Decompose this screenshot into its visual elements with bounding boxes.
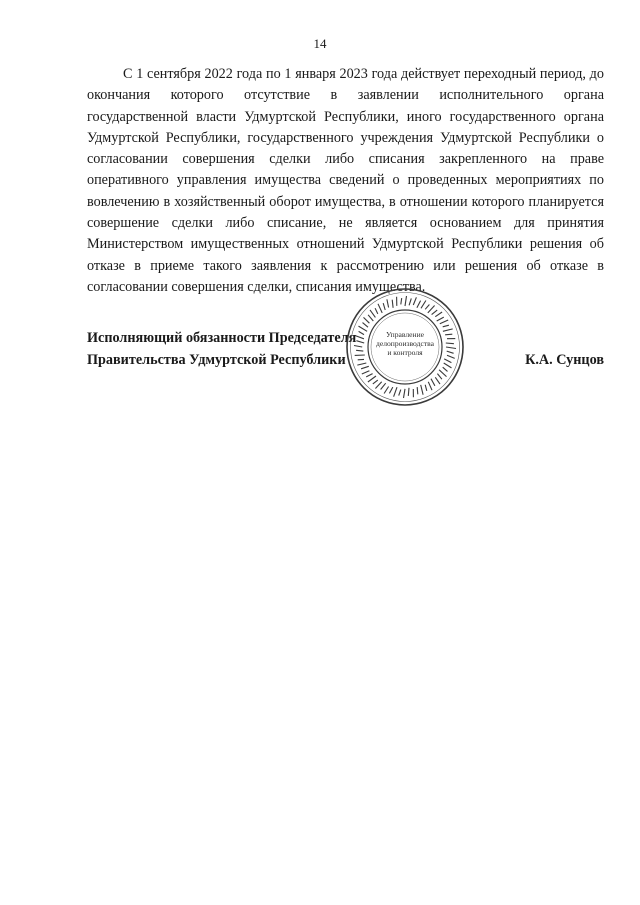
seal-ring-letter-mark: [437, 317, 444, 321]
seal-ring-letter-mark: [425, 385, 427, 391]
seal-ring-letter-mark: [389, 387, 392, 393]
seal-ring-letter-mark: [373, 380, 378, 384]
seal-ring-letter-mark: [428, 382, 432, 390]
seal-ring-letter-mark: [408, 388, 409, 396]
seal-ring-letter-mark: [368, 315, 373, 321]
seal-ring-letter-mark: [432, 310, 438, 315]
seal-ring-letter-mark: [375, 308, 378, 314]
seal-ring-letter-mark: [444, 359, 451, 363]
seal-ring-letter-mark: [409, 298, 411, 305]
signatory-name: К.А. Сунцов: [525, 351, 604, 368]
seal-center-line-2: делопроизводства: [375, 339, 435, 348]
seal-ring-letter-mark: [421, 385, 423, 395]
seal-ring-letter-mark: [354, 346, 362, 348]
seal-ring-letter-mark: [437, 374, 442, 380]
seal-ring-letter-mark: [387, 299, 389, 307]
seal-ring-letter-mark: [447, 351, 454, 353]
seal-ring-letter-mark: [383, 303, 385, 310]
seal-ring-letter-mark: [445, 334, 452, 335]
seal-ring-letter-mark: [439, 370, 446, 377]
seal-ring-letter-mark: [447, 355, 455, 358]
seal-ring-letter-mark: [431, 379, 435, 386]
seal-ring-letter-mark: [399, 390, 401, 396]
seal-ring-letter-mark: [356, 350, 363, 351]
seal-ring-letter-mark: [363, 323, 369, 328]
seal-ring-letter-mark: [446, 343, 454, 344]
seal-ring-letter-mark: [425, 305, 429, 310]
seal-ring-letter-mark: [421, 301, 426, 309]
seal-ring-letter-mark: [359, 326, 368, 331]
seal-ring-letter-mark: [364, 317, 370, 323]
seal-ring-letter-mark: [357, 363, 366, 365]
signatory-title-line-1: Исполняющий обязанности Председателя: [87, 330, 357, 346]
signatory-title-line-2: Правительства Удмуртской Республики: [87, 351, 346, 368]
seal-ring-letter-mark: [381, 383, 386, 389]
seal-ring-letter-mark: [446, 347, 456, 349]
seal-ring-letter-mark: [401, 298, 402, 304]
seal-ring-letter-mark: [413, 297, 416, 305]
seal-ring-letter-mark: [392, 300, 393, 308]
seal-ring-letter-mark: [440, 320, 448, 324]
seal-ring-letter-mark: [356, 341, 364, 343]
seal-ring-letter-mark: [361, 366, 369, 369]
seal-ring-letter-mark: [370, 310, 375, 318]
seal-center-line-3: и контроля: [387, 348, 423, 357]
seal-ring-letter-mark: [435, 312, 442, 317]
official-seal-stamp: [344, 286, 466, 408]
seal-ring-letter-mark: [368, 376, 376, 382]
seal-ring-letter-mark: [378, 304, 382, 313]
seal-ring-letter-mark: [443, 325, 449, 327]
seal-ring-letter-mark: [443, 329, 453, 331]
seal-ring-letter-mark: [394, 387, 397, 397]
seal-ring-letter-mark: [417, 301, 421, 308]
seal-ring-letter-mark: [417, 387, 418, 394]
body-paragraph: С 1 сентября 2022 года по 1 января 2023 года действует переходный период, до окончания которого отсутствие в заявлении исполнительного органа государственной власти Удмуртской Республики, иного государственного органа Удмуртской Республики, государственного учреждения Удмуртской Республики о согласовании совершения сделки либо списания закрепленного на праве оперативного управления имущества сведений о проведенных мероприятиях по вовлечению в хозяйственный оборот имущества, в отношении которого планируется совершение сделки либо списание, не является основанием для принятия Министерством имущественных отношений Удмуртской Республики решения об отказе в приеме такого заявления к рассмотрению или решения об отказе в согласовании совершения сделки, списания имущества.: [87, 66, 604, 295]
seal-center-line-1: Управление: [385, 330, 425, 339]
seal-ring-letter-mark: [359, 331, 364, 334]
seal-ring-letter-mark: [375, 382, 381, 389]
seal-center-text: [372, 330, 438, 357]
seal-ring-letter-mark: [366, 374, 372, 377]
seal-ring-letter-mark: [428, 306, 435, 313]
seal-ring-letter-mark: [384, 387, 389, 394]
seal-ring-letter-mark: [404, 389, 406, 398]
seal-ring-letter-mark: [362, 371, 370, 374]
seal-ring-letter-mark: [435, 377, 440, 384]
seal-ring-letter-mark: [444, 363, 452, 368]
page-number: 14: [313, 36, 327, 51]
seal-ring-letter-mark: [405, 296, 407, 306]
seal-ring-letter-mark: [355, 336, 364, 339]
seal-ring-letter-mark: [443, 367, 448, 371]
